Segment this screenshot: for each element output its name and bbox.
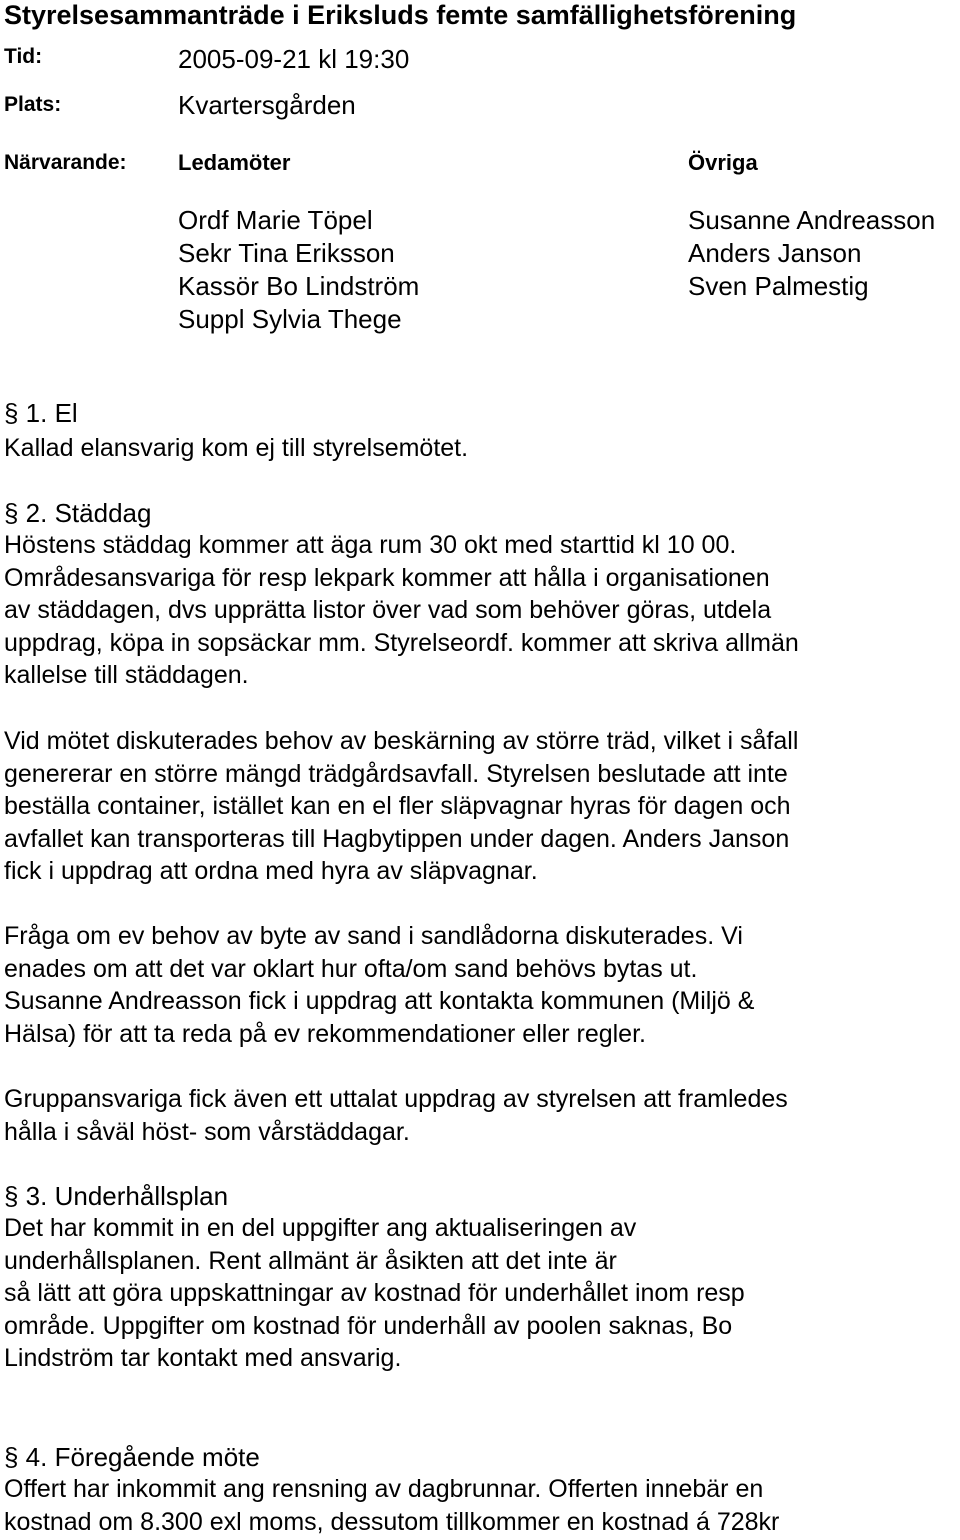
text-line: Kallad elansvarig kom ej till styrelsemötet. — [4, 434, 469, 462]
section-4-heading: § 4. Föregående möte — [4, 1442, 260, 1472]
member-name: Suppl Sylvia Thege — [178, 304, 402, 334]
text-line: genererar en större mängd trädgårdsavfall. Styrelsen beslutade att inte — [4, 759, 788, 788]
members-heading: Ledamöter — [178, 150, 291, 175]
present-label: Närvarande: — [4, 151, 127, 174]
member-name: Sekr Tina Eriksson — [178, 238, 395, 268]
section-3-paragraph — [4, 1212, 960, 1375]
text-line: Fråga om ev behov av byte av sand i sandlådorna diskuterades. Vi — [4, 922, 743, 950]
text-line: uppdrag, köpa in sopsäckar mm. Styrelseordf. kommer att skriva allmän — [4, 628, 799, 657]
other-name: Anders Janson — [688, 238, 862, 268]
text-line: Höstens städdag kommer att äga rum 30 okt med starttid kl 10 00. — [4, 531, 737, 559]
text-line: kallelse till städdagen. — [4, 661, 249, 689]
text-line: område. Uppgifter om kostnad för underhåll av poolen saknas, Bo — [4, 1311, 733, 1340]
text-line: Områdesansvariga för resp lekpark kommer att hålla i organisationen — [4, 563, 770, 592]
section-1-paragraph — [4, 432, 960, 465]
section-2-heading: § 2. Städdag — [4, 498, 152, 528]
text-line: Lindström tar kontakt med ansvarig. — [4, 1344, 402, 1372]
section-3-heading: § 3. Underhållsplan — [4, 1181, 229, 1211]
place-label: Plats: — [4, 93, 62, 116]
section-2-paragraph-4 — [4, 1083, 960, 1148]
text-line: beställa container, istället kan en el fler släpvagnar hyras för dagen och — [4, 792, 791, 820]
section-1-heading: § 1. El — [4, 398, 78, 428]
text-line: Gruppansvariga fick även ett uttalat uppdrag av styrelsen att framledes — [4, 1085, 788, 1113]
document-title: Styrelsesammanträde i Eriksluds femte samfällighetsförening — [4, 0, 797, 30]
text-line: enades om att det var oklart hur ofta/om sand behövs bytas ut. — [4, 954, 698, 983]
others-heading: Övriga — [688, 150, 758, 175]
member-name: Ordf Marie Töpel — [178, 205, 373, 235]
section-2-paragraph-3 — [4, 920, 960, 1050]
text-line: Vid mötet diskuterades behov av beskärning av större träd, vilket i såfall — [4, 727, 799, 755]
text-line: av städdagen, dvs upprätta listor över vad som behöver göras, utdela — [4, 596, 772, 624]
others-list — [688, 204, 935, 303]
text-line: Offert har inkommit ang rensning av dagbrunnar. Offerten innebär en — [4, 1475, 764, 1503]
text-line: avfallet kan transporteras till Hagbytippen under dagen. Anders Janson — [4, 824, 790, 853]
text-line: fick i uppdrag att ordna med hyra av släpvagnar. — [4, 857, 538, 885]
section-2-paragraph-1 — [4, 529, 960, 692]
other-name: Sven Palmestig — [688, 271, 869, 301]
section-4-paragraph — [4, 1473, 960, 1538]
other-name: Susanne Andreasson — [688, 205, 936, 235]
member-name: Kassör Bo Lindström — [178, 271, 420, 301]
text-line: underhållsplanen. Rent allmänt är åsikten att det inte är — [4, 1246, 617, 1275]
text-line: Susanne Andreasson fick i uppdrag att kontakta kommunen (Miljö & — [4, 987, 755, 1015]
text-line: så lätt att göra uppskattningar av kostnad för underhållet inom resp — [4, 1279, 745, 1307]
time-label: Tid: — [4, 45, 43, 68]
text-line: kostnad om 8.300 exl moms, dessutom tillkommer en kostnad á 728kr — [4, 1507, 780, 1536]
section-2-paragraph-2 — [4, 725, 960, 888]
text-line: hålla i såväl höst- som vårstäddagar. — [4, 1117, 410, 1146]
place-value: Kvartersgården — [178, 90, 356, 120]
members-list — [178, 204, 419, 336]
text-line: Hälsa) för att ta reda på ev rekommendationer eller regler. — [4, 1019, 646, 1048]
text-line: Det har kommit in en del uppgifter ang aktualiseringen av — [4, 1214, 637, 1242]
time-value: 2005-09-21 kl 19:30 — [178, 44, 410, 74]
